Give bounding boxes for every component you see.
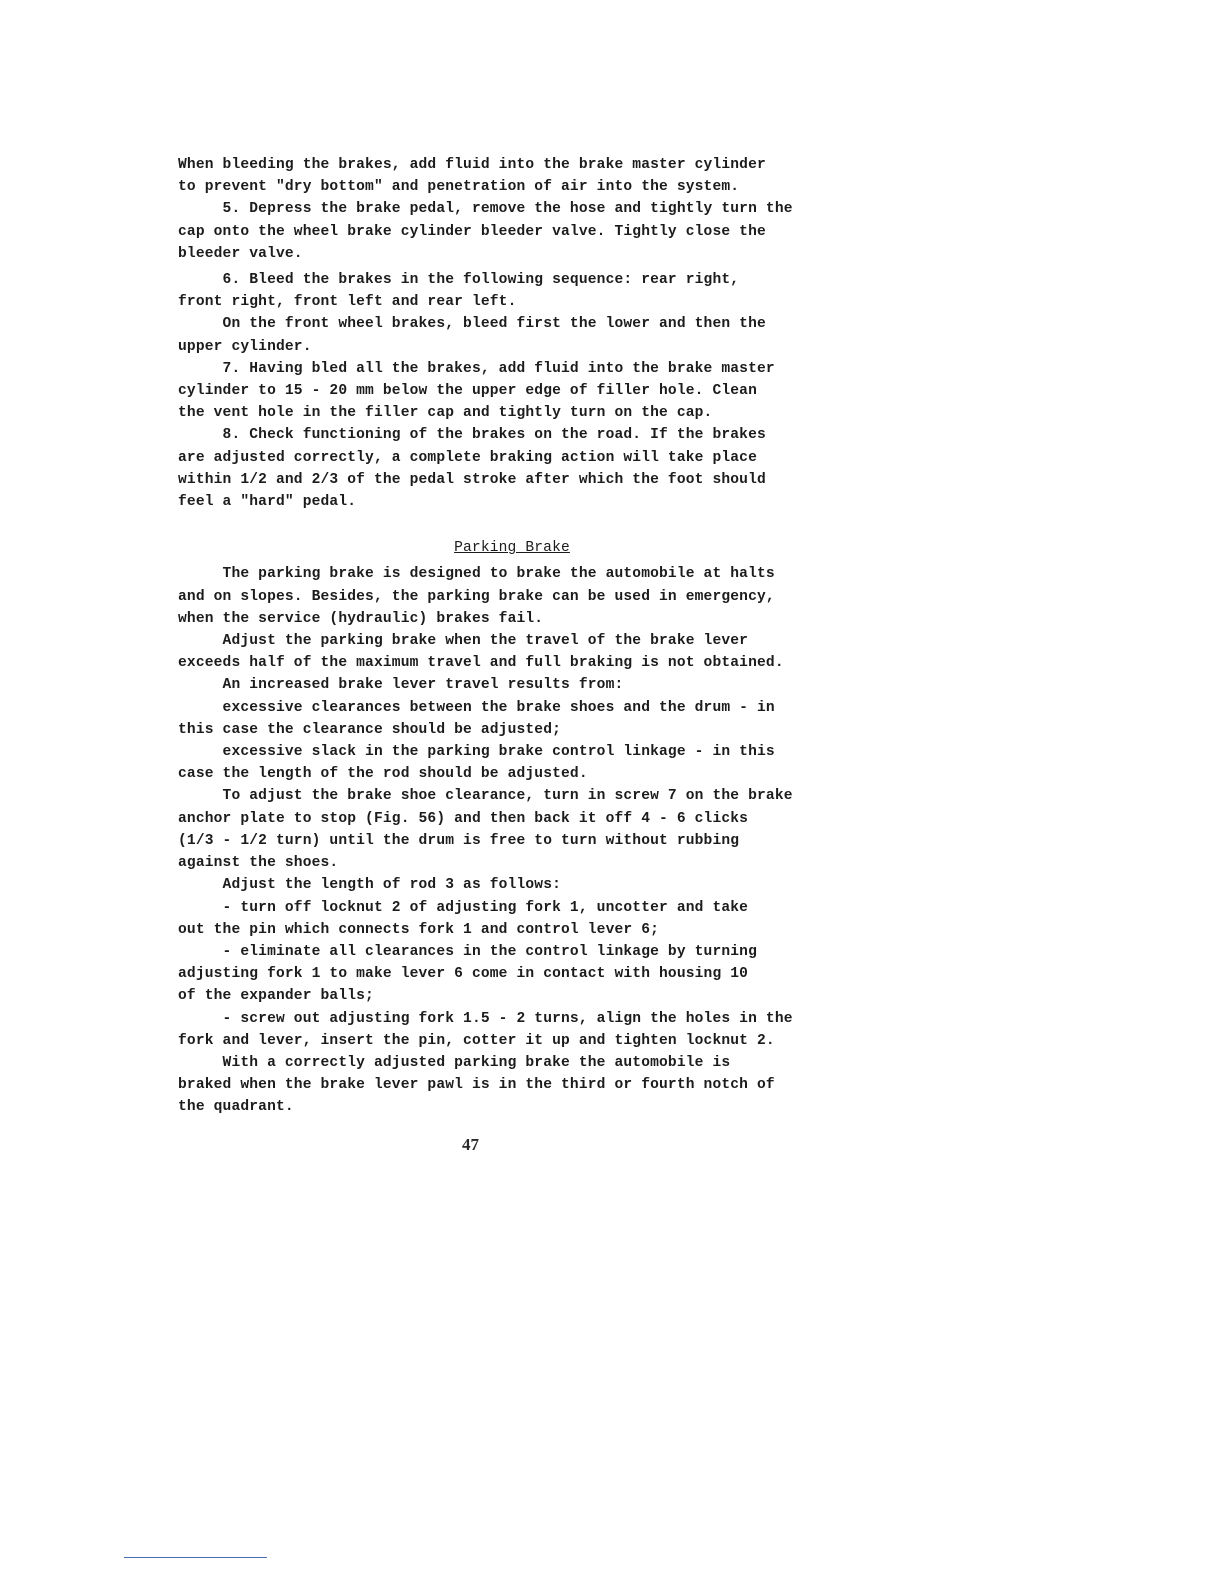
text-line: Adjust the parking brake when the travel of the brake lever	[178, 633, 749, 650]
text-line: within 1/2 and 2/3 of the pedal stroke after which the foot should	[178, 471, 766, 488]
text-line: braked when the brake lever pawl is in the third or fourth notch of	[178, 1077, 775, 1094]
text-line: cap onto the wheel brake cylinder bleeder valve. Tightly close the	[178, 223, 766, 240]
text-line: Adjust the length of rod 3 as follows:	[178, 877, 562, 894]
text-line: excessive slack in the parking brake control linkage - in this	[178, 744, 775, 761]
text-line: - screw out adjusting fork 1.5 - 2 turns, align the holes in the	[178, 1010, 793, 1027]
body-text	[178, 154, 818, 1119]
text-line: when the service (hydraulic) brakes fail.	[178, 610, 544, 627]
footer-rule	[124, 1557, 267, 1558]
text-line: bleeder valve.	[178, 245, 303, 262]
text-line: 6. Bleed the brakes in the following sequence: rear right,	[178, 272, 740, 289]
text-line: front right, front left and rear left.	[178, 294, 517, 311]
text-line: against the shoes.	[178, 855, 339, 872]
text-line: the vent hole in the filler cap and tightly turn on the cap.	[178, 405, 713, 422]
text-line: feel a "hard" pedal.	[178, 494, 357, 511]
text-line: are adjusted correctly, a complete braking action will take place	[178, 449, 757, 466]
text-line: 8. Check functioning of the brakes on the road. If the brakes	[178, 427, 766, 444]
text-line: The parking brake is designed to brake the automobile at halts	[178, 566, 775, 583]
text-line: An increased brake lever travel results from:	[178, 677, 624, 694]
section-heading	[178, 537, 818, 559]
text-line: upper cylinder.	[178, 338, 312, 355]
parking-brake-heading: Parking Brake	[454, 540, 570, 557]
text-line: of the expander balls;	[178, 988, 374, 1005]
text-line: anchor plate to stop (Fig. 56) and then back it off 4 - 6 clicks	[178, 810, 749, 827]
text-line: cylinder to 15 - 20 mm below the upper edge of filler hole. Clean	[178, 383, 757, 400]
text-line: - eliminate all clearances in the control linkage by turning	[178, 943, 757, 960]
text-line: 7. Having bled all the brakes, add fluid into the brake master	[178, 360, 775, 377]
text-line: and on slopes. Besides, the parking brake can be used in emergency,	[178, 588, 775, 605]
text-line: To adjust the brake shoe clearance, turn in screw 7 on the brake	[178, 788, 793, 805]
page-number: 47	[462, 1135, 479, 1154]
text-line: With a correctly adjusted parking brake the automobile is	[178, 1054, 731, 1071]
text-line: fork and lever, insert the pin, cotter it up and tighten locknut 2.	[178, 1032, 775, 1049]
text-line: adjusting fork 1 to make lever 6 come in contact with housing 10	[178, 966, 749, 983]
text-line: exceeds half of the maximum travel and full braking is not obtained.	[178, 655, 784, 672]
text-line: this case the clearance should be adjusted;	[178, 721, 562, 738]
text-line: excessive clearances between the brake shoes and the drum - in	[178, 699, 775, 716]
text-line: 5. Depress the brake pedal, remove the hose and tightly turn the	[178, 201, 793, 218]
text-line: out the pin which connects fork 1 and control lever 6;	[178, 921, 660, 938]
text-line: (1/3 - 1/2 turn) until the drum is free to turn without rubbing	[178, 832, 740, 849]
text-line: When bleeding the brakes, add fluid into the brake master cylinder	[178, 157, 766, 173]
text-line: - turn off locknut 2 of adjusting fork 1, uncotter and take	[178, 899, 749, 916]
text-line: On the front wheel brakes, bleed first the lower and then the	[178, 316, 766, 333]
text-line: case the length of the rod should be adjusted.	[178, 766, 588, 783]
text-line: to prevent "dry bottom" and penetration of air into the system.	[178, 179, 740, 196]
text-line: the quadrant.	[178, 1099, 294, 1116]
